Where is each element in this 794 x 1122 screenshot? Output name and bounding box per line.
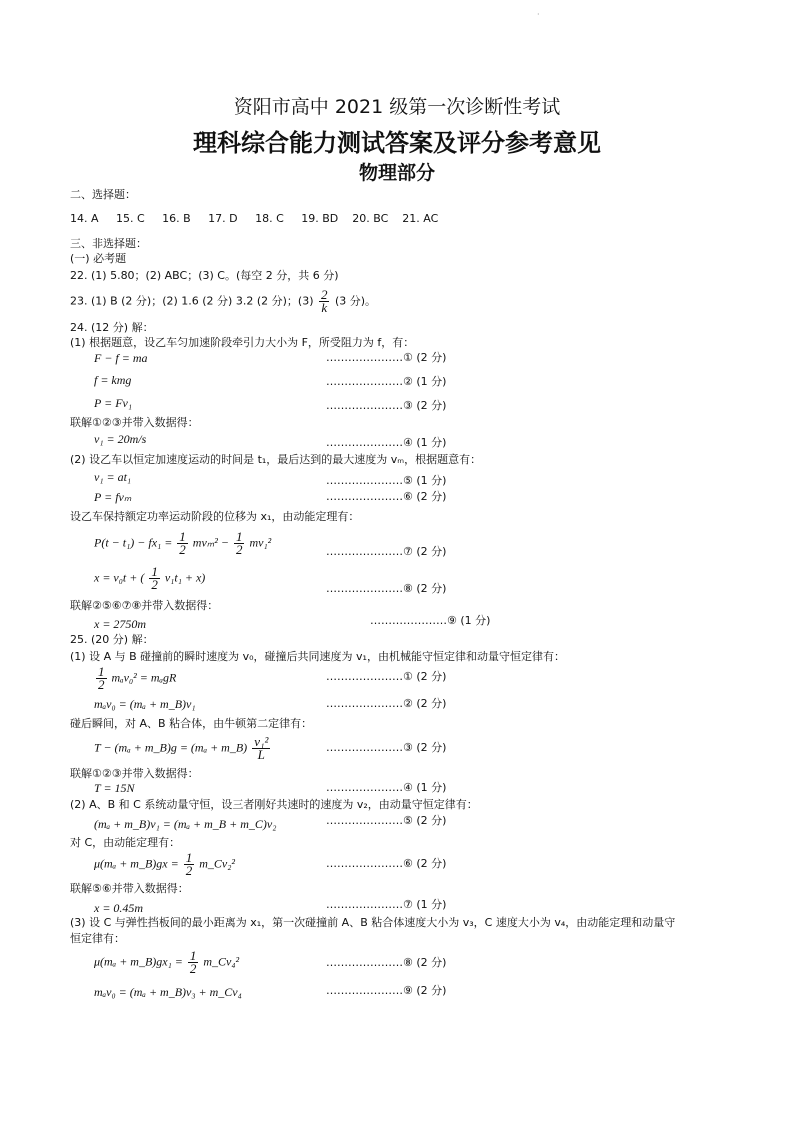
q25-part5-text-cont: 恒定律有： (70, 932, 125, 945)
half-num: 1 (189, 948, 197, 963)
q25-eq3-fraction (252, 736, 270, 761)
half-fraction (188, 950, 199, 975)
q25-score8: …………………⑧ (2 分) (326, 956, 447, 969)
half-num: 1 (151, 564, 158, 579)
q25-eq5: (mₐ + m_B)v₁ = (mₐ + m_B + m_C)v₂ (94, 817, 277, 831)
half-fraction (234, 531, 245, 556)
q25-solve2: 联解⑤⑥并带入数据得： (70, 882, 189, 895)
half-den: 2 (98, 677, 105, 692)
q25-eq6 (94, 852, 235, 877)
q25-eq9: mₐv₀ = (mₐ + m_B)v₃ + m_Cv₄ (94, 985, 242, 999)
half-fraction (177, 531, 188, 556)
choice-answers: 14. A 15. C 16. B 17. D 18. C 19. BD 20. BC 21. AC (70, 212, 439, 225)
q24-eq1: F − f = ma (94, 351, 148, 365)
q25-score1: …………………① (2 分) (326, 670, 447, 683)
q25-eq1-b: mₐv₀² = mₐgR (111, 670, 177, 685)
q25-score2: …………………② (2 分) (326, 697, 447, 710)
q25-eq4: T = 15N (94, 781, 135, 795)
subject-title: 物理部分 (358, 162, 435, 184)
q25-score5: …………………⑤ (2 分) (326, 814, 447, 827)
q25-eq8-b: m_Cv₄² (203, 954, 240, 969)
q25-score6: …………………⑥ (2 分) (326, 857, 447, 870)
q24-eq7-a: P(t − t₁) − fx₁ = (94, 535, 173, 550)
q24-eq8 (94, 566, 205, 591)
q24-score9: …………………⑨ (1 分) (370, 614, 491, 627)
half-fraction (96, 666, 107, 691)
half-den: 2 (179, 542, 186, 557)
q25-part3-text: (2) A、B 和 C 系统动量守恒，设三者刚好共速时的速度为 v₂，由动量守恒定律有： (70, 798, 478, 811)
q25-eq7: x = 0.45m (94, 901, 144, 915)
q24-eq6: P = fvₘ (94, 490, 132, 504)
q24-solve1: 联解①②③并带入数据得： (70, 416, 199, 429)
q25-solve1: 联解①②③并带入数据得： (70, 767, 199, 780)
q25-eq3-a: T − (mₐ + m_B)g = (mₐ + m_B) (94, 740, 248, 755)
q23-frac-den: k (321, 300, 328, 315)
q25-part4-text: 对 C，由动能定理有： (70, 836, 181, 849)
q24-eq7-c: mv₁² (249, 535, 272, 550)
q24-score4: …………………④ (1 分) (326, 436, 447, 449)
q24-eq9: x = 2750m (94, 617, 147, 631)
q25-eq1 (94, 666, 176, 691)
q24-score2: …………………② (1 分) (326, 375, 447, 388)
half-num: 1 (235, 529, 243, 544)
q24-part3-text: 设乙车保持额定功率运动阶段的位移为 x₁，由动能定理有： (70, 510, 360, 523)
q23-frac-num: 2 (320, 287, 328, 302)
exam-title: 资阳市高中 2021 级第一次诊断性考试 (233, 96, 561, 118)
q25-eq8 (94, 950, 239, 975)
q24-score1: …………………① (2 分) (326, 351, 447, 364)
q24-part2-text: (2) 设乙车以恒定加速度运动的时间是 t₁，最后达到的最大速度为 vₘ，根据题意有： (70, 453, 482, 466)
q22-answer: 22. (1) 5.80；(2) ABC；(3) C。(每空 2 分，共 6 分) (70, 269, 339, 282)
q25-score9: …………………⑨ (2 分) (326, 984, 447, 997)
q24-eq7 (94, 531, 271, 556)
half-den: 2 (235, 542, 243, 557)
half-fraction (184, 852, 195, 877)
q24-heading: 24. (12 分) 解： (70, 321, 154, 334)
q25-eq6-b: m_Cv₂² (199, 856, 235, 871)
q23-prefix: 23. (1) B (2 分)；(2) 1.6 (2 分) 3.2 (2 分)；(3) (70, 294, 314, 308)
q25-score7: …………………⑦ (1 分) (326, 898, 447, 911)
q24-score5: …………………⑤ (1 分) (326, 474, 447, 487)
q25-eq3-den: L (257, 747, 265, 762)
q24-eq7-b: mvₘ² − (192, 535, 229, 550)
q25-score3: …………………③ (2 分) (326, 741, 447, 754)
q24-part1-text: (1) 根据题意，设乙车匀加速阶段牵引力大小为 F，所受阻力为 f，有： (70, 336, 415, 349)
corner-mark: · (537, 10, 540, 19)
q24-solve2: 联解②⑤⑥⑦⑧并带入数据得： (70, 599, 219, 612)
q25-eq8-a: μ(mₐ + m_B)gx₁ = (94, 954, 183, 969)
half-num: 1 (179, 529, 186, 544)
q25-score4: …………………④ (1 分) (326, 781, 447, 794)
q24-eq8-b: v₁t₁ + x) (164, 570, 206, 585)
section-choice-heading: 二、选择题： (70, 188, 136, 201)
q25-eq6-a: μ(mₐ + m_B)gx = (94, 856, 179, 871)
q25-part5-text: (3) 设 C 与弹性挡板间的最小距离为 x₁，第一次碰撞前 A、B 粘合体速度大小为 v₃，C 速度大小为 v₄，由动能定理和动量守 (70, 916, 676, 929)
q24-eq2: f = kmg (94, 373, 132, 387)
q24-score8: …………………⑧ (2 分) (326, 582, 447, 595)
half-num: 1 (98, 664, 105, 679)
q23-suffix: (3 分)。 (334, 294, 377, 308)
half-fraction (149, 566, 160, 591)
q23-fraction (319, 289, 330, 314)
q25-part2-text: 碰后瞬间，对 A、B 粘合体，由牛顿第二定律有： (70, 717, 313, 730)
q25-eq3-num: v₁² (254, 734, 269, 749)
q25-part1-text: (1) 设 A 与 B 碰撞前的瞬时速度为 v₀，碰撞后共同速度为 v₁，由机械能守恒定律和动量守恒定律有： (70, 650, 565, 663)
half-num: 1 (185, 850, 193, 865)
q24-eq4: v₁ = 20m/s (94, 432, 147, 446)
half-den: 2 (185, 863, 193, 878)
q24-eq8-a: x = v₀t + ( (94, 570, 145, 585)
q24-score6: …………………⑥ (2 分) (326, 490, 447, 503)
q25-eq3 (94, 736, 272, 761)
q25-heading: 25. (20 分) 解： (70, 633, 154, 646)
q23-answer (70, 289, 376, 314)
q24-score3: …………………③ (2 分) (326, 399, 447, 412)
section-nonchoice-heading: 三、非选择题： (70, 237, 147, 250)
required-heading: (一) 必考题 (70, 252, 127, 265)
answer-title: 理科综合能力测试答案及评分参考意见 (193, 129, 601, 157)
q24-score7: …………………⑦ (2 分) (326, 545, 447, 558)
half-den: 2 (189, 961, 197, 976)
q24-eq3: P = Fv₁ (94, 396, 133, 410)
half-den: 2 (151, 577, 158, 592)
q24-eq5: v₁ = at₁ (94, 470, 132, 484)
q25-eq2: mₐv₀ = (mₐ + m_B)v₁ (94, 697, 196, 711)
